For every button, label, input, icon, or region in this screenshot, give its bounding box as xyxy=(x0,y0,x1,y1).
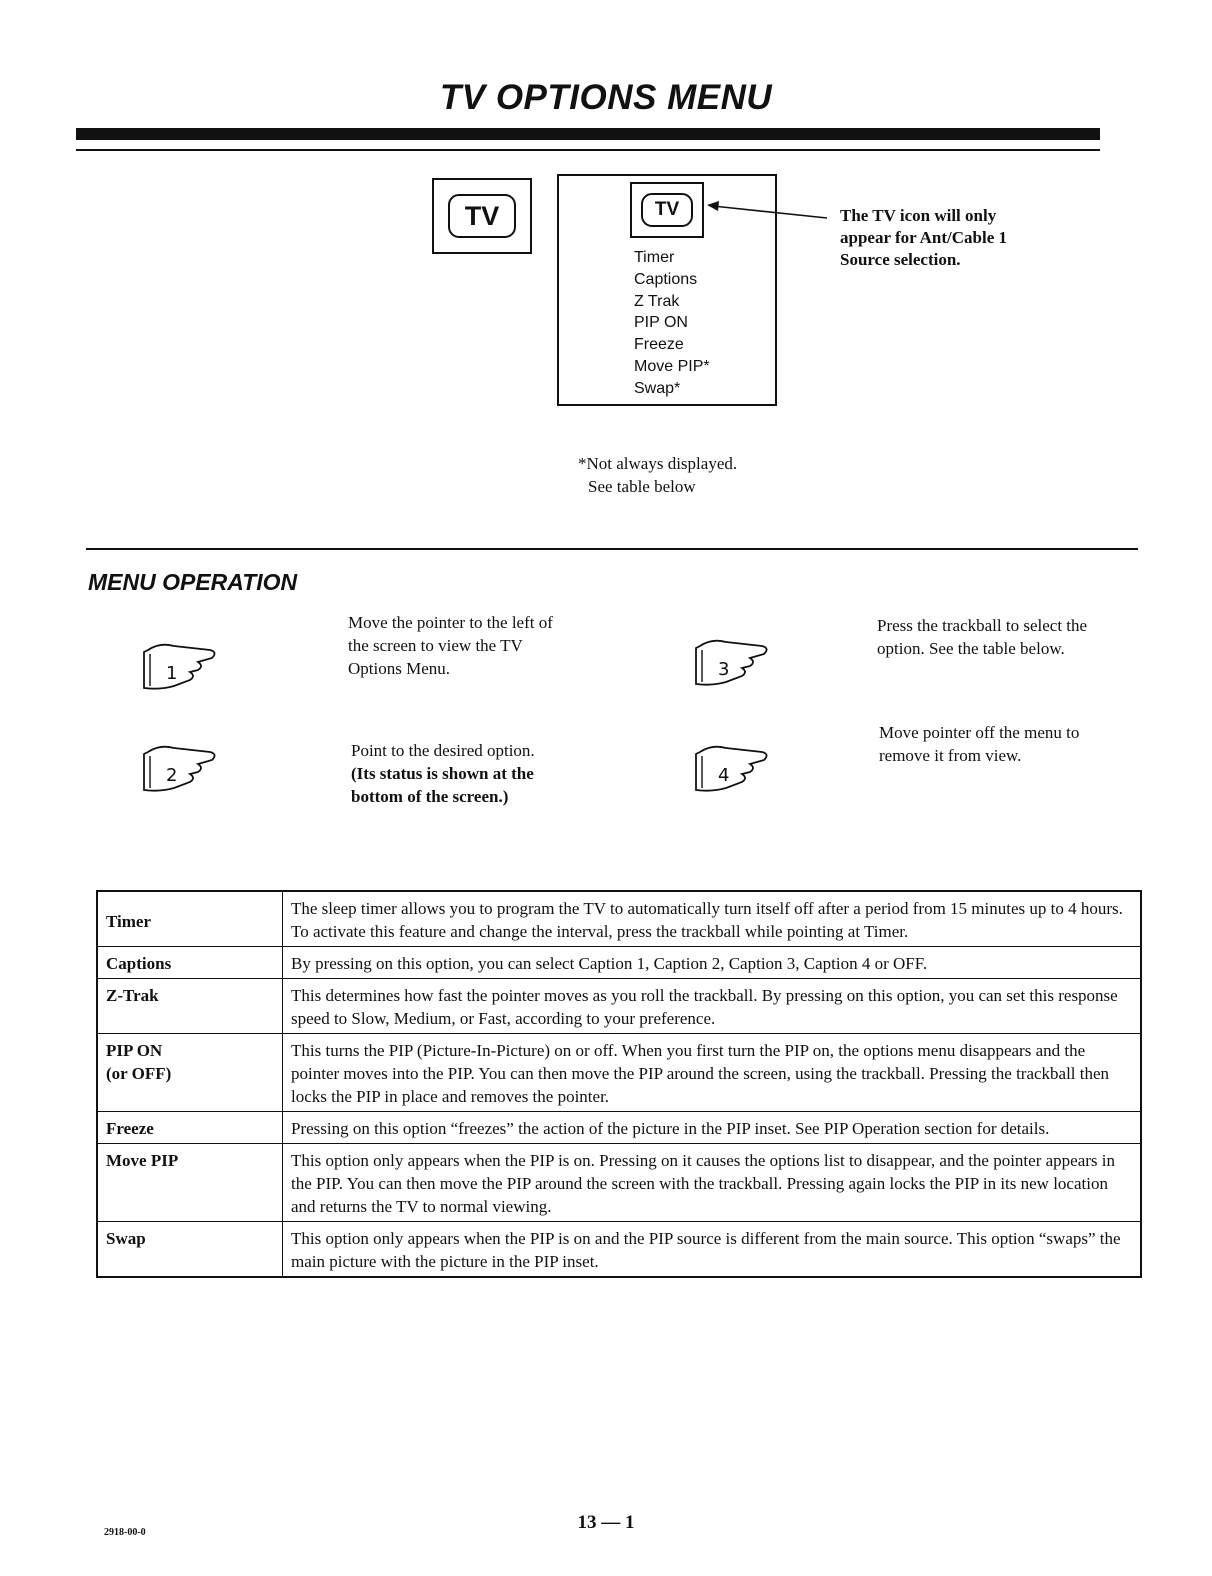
option-description: This determines how fast the pointer moves as you roll the trackball. By pressing on this option, you can set this response speed to Slow, Medium, or Fast, according to your preference. xyxy=(283,979,1142,1034)
step-line: Options Menu. xyxy=(348,659,450,678)
menu-item: Swap* xyxy=(634,379,681,397)
table-row xyxy=(97,1222,1141,1278)
step-2-text xyxy=(351,739,535,808)
pointing-hand-icon xyxy=(140,640,220,692)
table-row xyxy=(97,1144,1141,1222)
footnote-line: *Not always displayed. xyxy=(578,454,738,473)
menu-item-list xyxy=(634,247,710,400)
callout-arrow-icon xyxy=(705,196,835,226)
step-line: the screen to view the TV xyxy=(348,636,523,655)
step-line-bold: (Its status is shown at the xyxy=(351,764,534,783)
option-name: Swap xyxy=(97,1222,283,1278)
footnote xyxy=(578,452,737,498)
option-name: PIP ON (or OFF) xyxy=(97,1034,283,1112)
section-rule xyxy=(86,548,1138,550)
option-description: This option only appears when the PIP is on and the PIP source is different from the main source. This option “swaps” the main picture with the picture in the PIP inset. xyxy=(283,1222,1142,1278)
step-line: Press the trackball to select the xyxy=(877,616,1088,635)
step-line: Move the pointer to the left of xyxy=(348,613,553,632)
step-3-text xyxy=(877,614,1087,660)
title-rule-thin xyxy=(76,149,1100,151)
step-number: 2 xyxy=(166,765,178,786)
menu-item: Freeze xyxy=(634,336,684,354)
pointing-hand-icon xyxy=(140,742,220,794)
step-number: 1 xyxy=(166,663,178,684)
pointing-hand-icon xyxy=(692,742,772,794)
table-row xyxy=(97,1034,1141,1112)
menu-operation-title: MENU OPERATION xyxy=(88,569,298,595)
menu-tv-icon-frame xyxy=(630,182,704,238)
table-row xyxy=(97,1112,1141,1144)
menu-item: Timer xyxy=(634,249,675,266)
menu-tv-icon-label: TV xyxy=(654,199,680,220)
option-description: Pressing on this option “freezes” the action of the picture in the PIP inset. See PIP Operation section for details. xyxy=(283,1112,1142,1144)
menu-item: PIP ON xyxy=(634,314,688,332)
page-title: TV OPTIONS MENU xyxy=(439,78,773,117)
pointing-hand-icon xyxy=(692,636,772,688)
options-table xyxy=(96,890,1142,1278)
menu-item: Captions xyxy=(634,270,698,288)
option-name: Z-Trak xyxy=(97,979,283,1034)
step-1-text xyxy=(348,611,553,680)
callout-line: Source selection. xyxy=(840,250,961,269)
document-code: 2918-00-0 xyxy=(104,1527,146,1538)
option-name: Move PIP xyxy=(97,1144,283,1222)
option-name: Timer xyxy=(97,891,283,947)
tv-icon-label: TV xyxy=(464,200,500,231)
step-line: option. See the table below. xyxy=(877,639,1065,658)
option-description: By pressing on this option, you can select Caption 1, Caption 2, Caption 3, Caption 4 or OFF. xyxy=(283,947,1142,979)
tv-icon-callout xyxy=(840,205,1070,271)
option-description: This turns the PIP (Picture-In-Picture) on or off. When you first turn the PIP on, the options menu disappears and the pointer moves into the PIP. You can then move the PIP around the screen, using the trackball. Pressing the trackball then locks the PIP in place and removes the pointer. xyxy=(283,1034,1142,1112)
step-line: Point to the desired option. xyxy=(351,741,535,760)
tv-icon xyxy=(448,194,516,238)
step-line: remove it from view. xyxy=(879,746,1022,765)
menu-tv-icon xyxy=(641,193,693,227)
step-number: 3 xyxy=(718,659,730,680)
table-row xyxy=(97,891,1141,947)
option-description: This option only appears when the PIP is on. Pressing on it causes the options list to disappear, and the pointer appears in the PIP. You can then move the PIP around the screen with the trackball. Pressing again locks the PIP in its new location and returns the TV to normal viewing. xyxy=(283,1144,1142,1222)
option-description: The sleep timer allows you to program the TV to automatically turn itself off after a period from 15 minutes up to 4 hours. To activate this feature and change the interval, press the trackball while pointing at Timer. xyxy=(283,891,1142,947)
table-row xyxy=(97,947,1141,979)
option-name: Freeze xyxy=(97,1112,283,1144)
step-line-bold: bottom of the screen.) xyxy=(351,787,509,806)
table-row xyxy=(97,979,1141,1034)
tv-icon-frame xyxy=(432,178,532,254)
page-number: 13 — 1 xyxy=(577,1512,635,1533)
step-line: Move pointer off the menu to xyxy=(879,723,1080,742)
option-name: Captions xyxy=(97,947,283,979)
menu-item: Move PIP* xyxy=(634,357,710,375)
title-rule-thick xyxy=(76,128,1100,140)
menu-item: Z Trak xyxy=(634,292,680,310)
callout-line: The TV icon will only xyxy=(840,206,997,225)
footnote-line: See table below xyxy=(588,477,696,496)
callout-line: appear for Ant/Cable 1 xyxy=(840,228,1008,247)
step-4-text xyxy=(879,721,1079,767)
step-number: 4 xyxy=(718,765,730,786)
